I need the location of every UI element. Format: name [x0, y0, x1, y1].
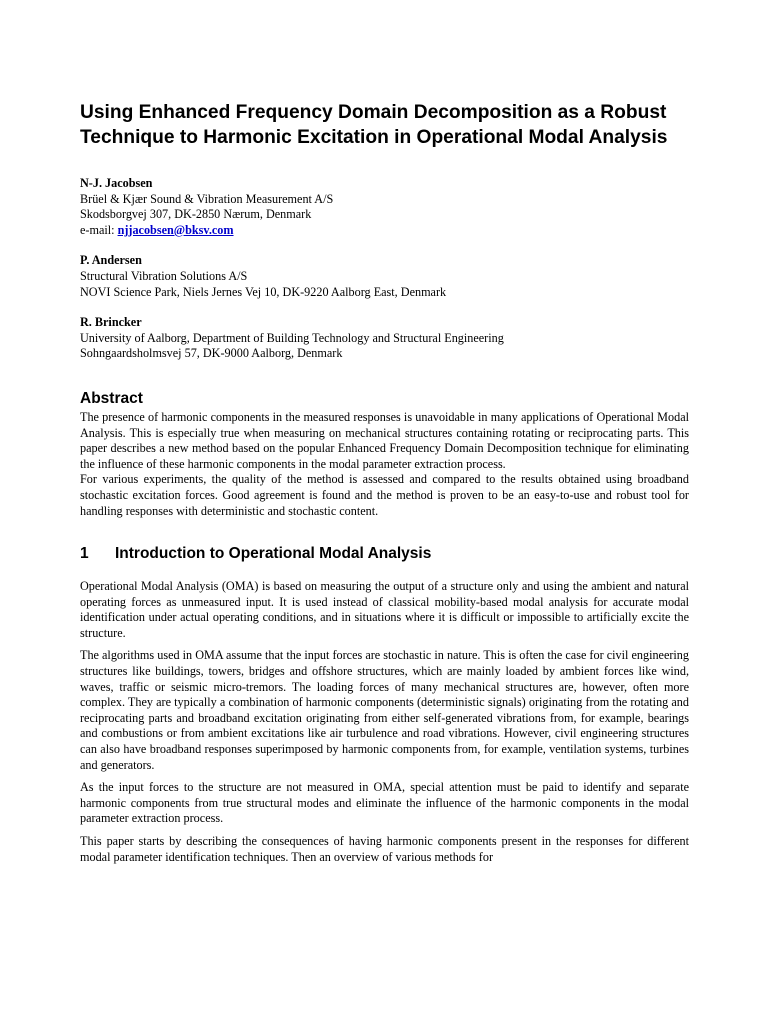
author-block — [80, 315, 689, 362]
section-title: Introduction to Operational Modal Analysis — [115, 545, 432, 563]
author-block — [80, 176, 689, 238]
author-affiliation: University of Aalborg, Department of Building Technology and Structural Engineering — [80, 330, 504, 345]
email-link[interactable]: njjacobsen@bksv.com — [117, 222, 234, 237]
body-paragraph: The algorithms used in OMA assume that the input forces are stochastic in nature. This is often the case for civil engineering structures like buildings, towers, bridges and offshore structures, which are mainly loaded by ambient forces like wind, waves, traffic or seismic micro-tremors. The loading forces of many mechanical structures are, however, often more complex. They are typically a combination of harmonic components (deterministic signals) originating from the rotating and reciprocating parts and broadband excitation originating from either self-generated vibrations from, for example, bearings and combustions or from ambient excitations like air turbulence and road vibrations. However, civil engineering structures can also have broadband responses superimposed by harmonic components from, for example, ventilation systems, turbines and generators. — [80, 648, 689, 772]
email-label: e-mail: — [80, 222, 118, 237]
section-heading — [80, 545, 689, 563]
author-name: R. Brincker — [80, 315, 142, 330]
paper-title: Using Enhanced Frequency Domain Decomposition as a Robust Technique to Harmonic Excitation in Operational Modal Analysis — [80, 102, 668, 148]
body-paragraph: This paper starts by describing the consequences of having harmonic components present in the responses for different modal parameter identification techniques. Then an overview of various methods for — [80, 834, 689, 864]
author-name: N-J. Jacobsen — [80, 176, 153, 190]
author-email-line — [80, 223, 689, 239]
section-number: 1 — [80, 545, 89, 563]
author-affiliation: Structural Vibration Solutions A/S — [80, 268, 248, 283]
paper-page — [80, 100, 689, 872]
author-address: Skodsborgvej 307, DK-2850 Nærum, Denmark — [80, 207, 312, 222]
abstract-paragraph: For various experiments, the quality of the method is assessed and compared to the results obtained using broadband stochastic excitation forces. Good agreement is found and the method is proven to be an easy-to-use and robust tool for handling responses with deterministic and stochastic content. — [80, 472, 689, 518]
abstract-heading: Abstract — [80, 389, 143, 407]
author-address: NOVI Science Park, Niels Jernes Vej 10, DK-9220 Aalborg East, Denmark — [80, 284, 447, 299]
body-paragraph: Operational Modal Analysis (OMA) is based on measuring the output of a structure only and using the ambient and natural operating forces as unmeasured input. It is used instead of classical mobility-based modal analysis for accurate modal identification under actual operating conditions, and in situations where it is difficult or impossible to artificially excite the structure. — [80, 579, 689, 640]
author-block — [80, 253, 689, 300]
body-paragraph: As the input forces to the structure are not measured in OMA, special attention must be paid to identify and separate harmonic components from true structural modes and eliminate the influence of the harmonic components in the modal parameter extraction process. — [80, 780, 689, 826]
author-affiliation: Brüel & Kjær Sound & Vibration Measurement A/S — [80, 191, 334, 206]
author-name: P. Andersen — [80, 253, 142, 268]
abstract-paragraph: The presence of harmonic components in the measured responses is unavoidable in many applications of Operational Modal Analysis. This is especially true when measuring on mechanical structures containing rotating or reciprocating parts. This paper describes a new method based on the popular Enhanced Frequency Domain Decomposition technique for eliminating the influence of these harmonic components in the modal parameter extraction process. — [80, 409, 689, 471]
author-address: Sohngaardsholmsvej 57, DK-9000 Aalborg, Denmark — [80, 346, 343, 361]
